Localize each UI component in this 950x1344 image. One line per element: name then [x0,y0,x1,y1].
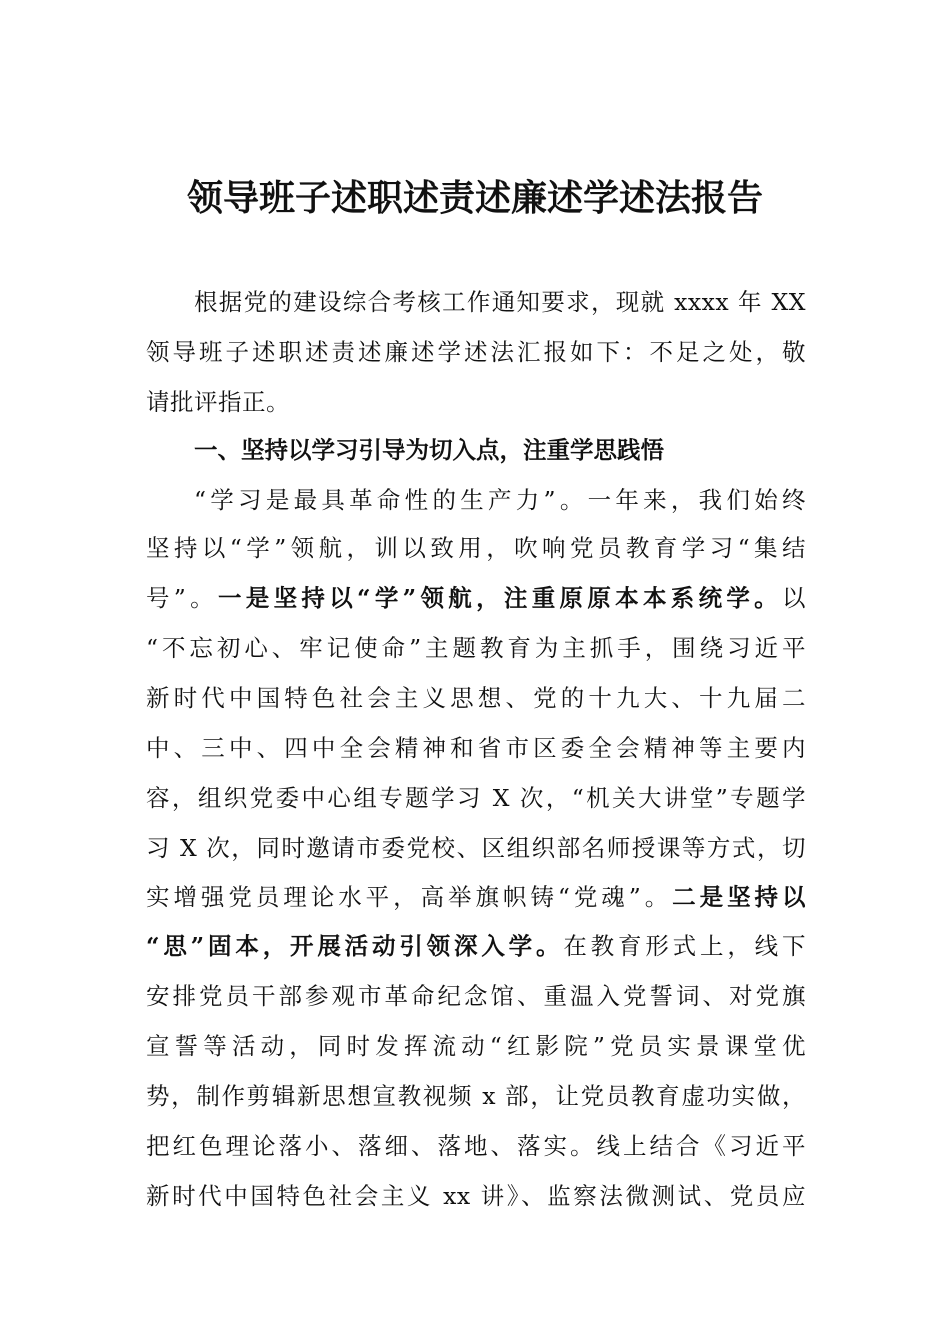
paragraph-line-10 [146,929,806,963]
paragraph-line-13: 势，制作剪辑新思想宣教视频 x 部，让党员教育虚功实做， [146,1082,806,1110]
paragraph-line-2: 坚持以“学”领航，训以致用，吹响党员教育学习“集结 [146,534,806,562]
paragraph-text: 以 [782,584,806,612]
paragraph-line-5: 新时代中国特色社会主义思想、党的十九大、十九届二 [146,684,806,712]
intro-line-3: 请批评指正。 [146,388,290,416]
intro-line-1: 根据党的建设综合考核工作通知要求，现就 xxxx 年 XX [194,288,806,316]
paragraph-line-15: 新时代中国特色社会主义 xx 讲》、监察法微测试、党员应 [146,1182,806,1210]
paragraph-line-4: “不忘初心、牢记使命”主题教育为主抓手，围绕习近平 [146,634,806,662]
paragraph-line-14: 把红色理论落小、落细、落地、落实。线上结合《习近平 [146,1132,806,1160]
paragraph-line-8: 习 X 次，同时邀请市委党校、区组织部名师授课等方式，切 [146,834,806,862]
emphasis-text: 二是坚持以 [672,883,806,911]
paragraph-line-7: 容，组织党委中心组专题学习 X 次，“机关大讲堂”专题学 [146,784,806,812]
intro-line-2: 领导班子述职述责述廉述学述法汇报如下：不足之处，敬 [146,338,806,366]
paragraph-line-3 [146,581,806,615]
section-heading-1: 一、坚持以学习引导为切入点，注重学思践悟 [194,436,664,464]
paragraph-text: 号”。 [146,584,218,612]
document-title: 领导班子述职述责述廉述学述法报告 [186,177,763,219]
emphasis-text: 一是坚持以“学”领航，注重原原本本系统学。 [217,584,782,612]
paragraph-line-9 [146,880,806,914]
paragraph-line-12: 宣誓等活动，同时发挥流动“红影院”党员实景课堂优 [146,1032,806,1060]
paragraph-line-6: 中、三中、四中全会精神和省市区委全会精神等主要内 [146,734,806,762]
paragraph-line-1: “学习是最具革命性的生产力”。一年来，我们始终 [194,486,806,514]
paragraph-text: 实增强党员理论水平，高举旗帜铸“党魂”。 [146,883,673,911]
paragraph-line-11: 安排党员干部参观市革命纪念馆、重温入党誓词、对党旗 [146,982,806,1010]
emphasis-text: “思”固本，开展活动引领深入学。 [146,932,564,960]
paragraph-text: 在教育形式上，线下 [563,932,806,960]
